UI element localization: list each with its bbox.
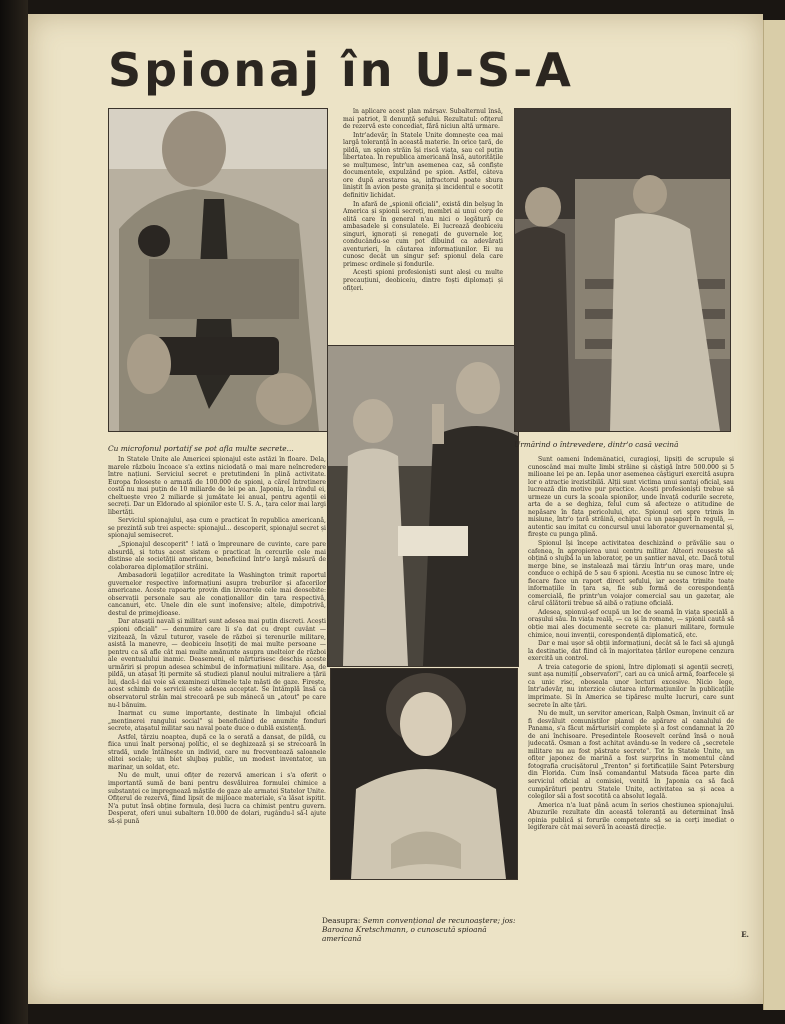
caption-bottom — [322, 916, 522, 943]
paragraph: In Statele Unite ale Americei spionajul este astăzi în floare. Dela, marele războiu încoace s'a extins niciodată o mai mare neîncredere între națiuni. Serviciul secret e pretutindeni în plină activitate. Europa folosește o armată de 100.000 de spioni, a căreî întreținere costă nu mai puțin de 10 miliarde de lei pe an. Japonia, la rândul ei, cheltuește vreo 2 miliarde și jumătate lei anual, pentru agenții ei secreți. Dar un Eldorado al spionilor este U. S. A., țara celor mai largi libertăți. — [108, 456, 326, 516]
paragraph: Nu de mult, un servitor american, Ralph Osman, învinuit că ar fi desvăluit comuniștilor planul de apărare al canalului de Panama, s'a făcut mărturisiri complete și a fost condamnat la 20 de ani închisoare. Președintele Roosevelt cerând însă o nouă judecată. Osman a fost achitat avându-se în vedere că „secretele militare nu au fost păstrate secrete". Tot în Statele Unite, un ofițer japonez de marină a fost surprins în momentul când fotografia crucișătorul „Trenton" și fortificațiile Saint Petersburg din Florida. Cum însă comandantul Matsuda făcea parte din serviciul oficial al comisiei, venită în Japonia ca să facă cumpărături pentru Statele Unite, activitatea sa și acea a colegilor săi a fost socotită ca absolut legală. — [528, 710, 734, 801]
paragraph: Acești spioni profesioniști sunt aleși cu multe precauțiuni, deobiceiu, dintre foști diplomați și ofițeri. — [343, 269, 503, 292]
photo-surveillance — [514, 108, 731, 432]
paragraph: A treia categorie de spioni, între diplomați și agenții secreți, sunt așa numiții „observatori", cari au ca unică armă, foarfecele și ca unic risc, oboseala unor lecturi excesive. Nicio lege, într'adevăr, nu interzice căutarea informațiunilor în publicațiile imprimate. Și în America se tipăresc multe lucruri, care sunt secrete în alte țări. — [528, 663, 734, 709]
paragraph: Adesea, spionul-șef ocupă un loc de seamă în viața specială a orașului său. In viața reală, — ca și în romane, — spionii caută să obție mai ales documente secrete ca: planuri militare, formule chimice, noui invenții, corespondență diplomatică, etc. — [528, 608, 734, 639]
photo-recognition-sign — [327, 345, 519, 667]
dark-background — [0, 0, 28, 1024]
column-right — [528, 456, 734, 931]
paragraph: America n'a luat până acum în serios chestiunea spionajului. Abuzurile rezultate din această toleranță au determinat însă opinia publică și forurile competente să se ia cerți imediat o legiferare cât mai severă în această direcție. — [528, 801, 734, 832]
paragraph: Serviciul spionajului, așa cum e practicat în republica americană, se prezintă sub trei aspecte: spionajul... descoperit, spionajul secret și spionajul semisecret. — [108, 517, 326, 540]
photo-man-microphone — [108, 108, 328, 432]
paragraph: Dar e mai ușor să obții informațiuni, decât să le faci să ajungă la destinație, dat fiind că în majoritatea țărilor europene cenzura exercită un control. — [528, 640, 734, 663]
photo-baroness — [330, 668, 518, 880]
paragraph: Nu de mult, unui ofițer de rezervă american i s'a oferit o importantă sumă de bani pentru desvăluirea formulei chimice a substanței ce impregnează măștile de gaze ale armatei Statelor Unite. Ofițerul de rezervă, fiind lipsit de mijloace materiale, s'a lăsat ispitit. N'a putut însă obține formula, deși lucra ca chimist pentru guvern. Desperat, oferi unui subaltern 10.000 de dolari, rugându-l să-l ajute să-și pună — [108, 772, 326, 825]
caption-photo3: Urmărind o întrevedere, dintr'o casă vecină — [514, 440, 679, 449]
column-left — [108, 456, 326, 972]
column-middle — [343, 108, 503, 340]
paragraph: In afară de „spionii oficiali", există din belșug în America și spionii secreți, membri ai unui corp de elită care în general n'au nici o legătură cu ambasadele și consulatele. Ei lucrează deobiceiu singuri, ignorați și renegați de guvernele lor, conducându-se cum pot dibuind ca adevărați aventurieri, în căutarea informațiunilor. Ei nu cunosc decât un singur șef: spionul dela care primesc ordinele și fondurile. — [343, 200, 503, 268]
page-title: Spionaj în U-S-A — [108, 43, 574, 97]
caption-bottom-text: Semn convențional de recunoaștere; jos: Baroana Kretschmann, o cunoscută spioană americană — [322, 916, 516, 943]
paragraph: Intr'adevăr, în Statele Unite domnește cea mai largă toleranță în această materie. In orice țară, de pildă, un spion străin își riscă viața, sau cel puțin libertatea. In republica americană însă, autoritățile se mulțumesc, într'un asemenea caz, să confiște documentele, expulzând pe spion. Astfel, câteva ore după arestarea sa, infractorul poate sbura liniștit în avion peste granița și incidentul e socotit definitiv lichidat. — [343, 131, 503, 200]
author-signature: E. — [741, 930, 749, 939]
paragraph: Inarmat cu sume importante, destinate în limbajul oficial „menținerei rangului social" și beneficiând de anumite fonduri secrete, atașatul militar sau naval poate duce o dublă existență. — [108, 710, 326, 733]
paragraph: Dar atașații navali și militari sunt adesea mai puțin discreți. Acești „spioni oficiali" — denumire care li s'a dat cu drept cuvânt — vizitează, în văzul tuturor, vasele de război și terenurile militare, asistă la manevre, — deobiceiu însoțiți de mai multe persoane — pentru ca să afle cât mai multe amănunte asupra unelteior de război ale eventualului inamic. Deasemeni, el mărturisesc deschis aceste urmăriri și propun adesea schimbul de informațiuni militare. Așa, de pildă, un atașat îți permite să studiezi planul noului mitraliere a țării lui, dacă-i dai voie să examinezi ultimele tale măști de gaze. Firește, acest schimb de servicii este adesea acceptat. Se întâmplă însă ca observatorul străin mai strecoară pe sub mânecă un „atout" pe care nu-l bănuim. — [108, 618, 326, 709]
paragraph: Ambasadorii legațiilor acreditate la Washington trimit raportul guvernelor respective informațiuni asupra treburilor și afacerilor americane. Aceste rapoarte provin din izvoarele cele mai deosebite: observații personale sau ale conaționalilor din țara respectivă, cancanuri, etc. Unele din ele sunt inofensive; altele, dimpotrivă, destul de primejdioase. — [108, 572, 326, 617]
caption-bottom-prefix: Deasupra: — [322, 916, 361, 925]
next-page-edge — [763, 20, 785, 1010]
paragraph: Spionul își începe activitatea deschizând o prăvălie sau o cafenea, în apropierea unui centru militar. Alteori reușește să obțină o slujbă la un laborator, pe un șantier naval, etc. Dacă totul merge bine, se instalează mai târziu într'un oraș mare, unde conduce o echipă de 5 sau 6 spioni. Aceștia nu se cunosc între ei; fiecare face un raport direct șefului, iar acesta trimite toate informațiile în țara sa, fie sub formă de corespondență comercială, fie printr'un voiajor comercial sau un gazetar, ale căruî călătorii trebue să aibă o rațiune oficială. — [528, 540, 734, 608]
paragraph: Sunt oameni îndemânatici, curagioși, lipsiți de scrupule și cunoscând mai multe limbi străine și câștigă între 500.000 și 5 milioane lei pe an. Iepăa unor asemenea câștiguri exercită asupra lor o atracție irezistibilă. Alții sunt victima unui șantaj oficial, sau lucrează din motive pur practice. Acești profesioniști trebue să urmeze un curs la școala spionilor, unde învață codurile secrete, arta de a se deghiza, felul cum să afecteze o atitudine de nepăsare în fața pericolului, etc. Spionul ori spre trimis în misiune, într'o țară străină, echipat cu un pașaport în regulă, — autentic sau imitat cu concursul unui laborator guvernamental și, firește cu punga plină. — [528, 456, 734, 539]
caption-photo1: Cu microfonul portatif se pot afla multe secrete... — [108, 444, 294, 453]
paragraph: Astfel, târziu noaptea, după ce la o serată a dansat, de pildă, cu fiica unui înalt personaj politic, el se deghizează și se strecoară în stradă, unde întâlnește un individ, care nu frecventează saloanele elitei sociale; un biet slujbaș public, un modest inventator, un marinar, un soldat, etc. — [108, 733, 326, 771]
paragraph: „Spionajul descoperit" ! iată o împreunare de cuvinte, care pare absurdă, și totuș acest sistem e practicat în cercurile cele mai distinse ale societății americane, beneficiind într'o largă măsură de colaborarea diplomaților străini. — [108, 541, 326, 571]
paragraph: în aplicare acest plan mârșav. Subalternul însă, mai patriot, îl denunță șefului. Rezultatul: ofițerul de rezervă este concediat, fără niciun altă urmare. — [343, 108, 503, 131]
